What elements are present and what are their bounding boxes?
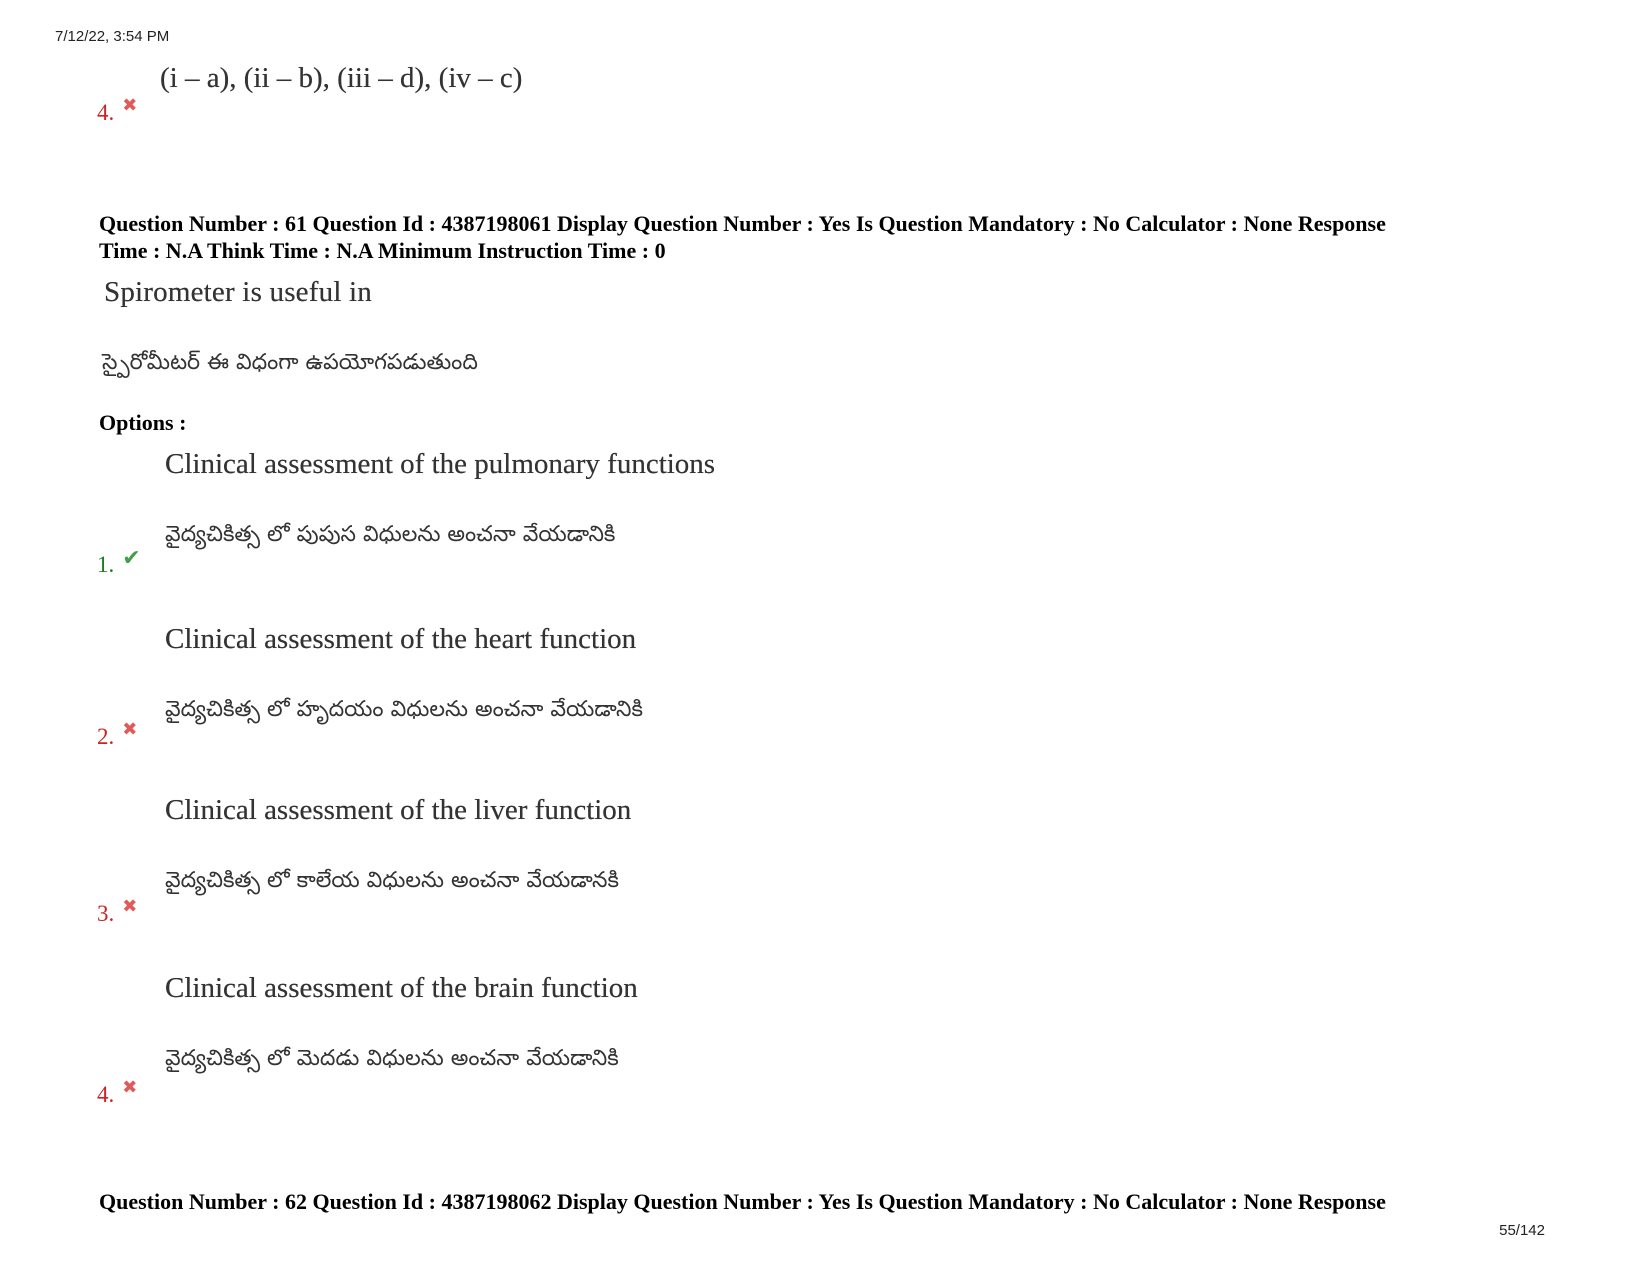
question-meta-line-1: Question Number : 62 Question Id : 4387198062 Display Question Number : Yes Is Question Mandatory : No Calculator : None Response: [99, 1189, 1386, 1214]
question-meta-line-1: Question Number : 61 Question Id : 4387198061 Display Question Number : Yes Is Question Mandatory : No Calculator : None Response: [99, 211, 1386, 236]
option-number: 4.: [97, 1082, 115, 1107]
option-number: 2.: [97, 724, 115, 749]
option-number: 1.: [97, 552, 115, 577]
option-4-text-te: వైద్యచికిత్స లో మెదడు విధులను అంచనా వేయడానికి: [165, 1046, 619, 1071]
page-number: 55/142: [1499, 1222, 1545, 1239]
option-1-text-te: వైద్యచికిత్స లో పుపుస విధులను అంచనా వేయడానికి: [165, 522, 616, 547]
option-number: 4.: [97, 100, 115, 125]
wrong-icon: ✖: [122, 1077, 138, 1097]
options-label: Options :: [99, 410, 187, 435]
wrong-icon: ✖: [122, 95, 138, 115]
option-3-marker: [97, 896, 138, 927]
question-61-text-en: Spirometer is useful in: [104, 276, 372, 308]
prev-option-4-text: (i – a), (ii – b), (iii – d), (iv – c): [160, 62, 523, 94]
option-1-marker: [97, 545, 141, 578]
option-4-marker: [97, 1077, 138, 1108]
print-timestamp: 7/12/22, 3:54 PM: [55, 28, 170, 45]
option-1-text-en: Clinical assessment of the pulmonary functions: [165, 448, 716, 480]
question-61-text-te: స్పైరోమీటర్ ఈ విధంగా ఉపయోగపడుతుంది: [102, 350, 478, 375]
question-62-meta: [99, 1188, 1579, 1215]
question-meta-line-2: Time : N.A Think Time : N.A Minimum Instruction Time : 0: [99, 238, 666, 263]
wrong-icon: ✖: [122, 719, 138, 739]
option-2-marker: [97, 719, 138, 750]
option-3-text-en: Clinical assessment of the liver function: [165, 794, 632, 826]
option-number: 3.: [97, 901, 115, 926]
check-icon: ✔: [122, 545, 141, 570]
question-61-meta: [99, 210, 1579, 264]
option-2-text-en: Clinical assessment of the heart function: [165, 623, 637, 655]
option-3-text-te: వైద్యచికిత్స లో కాలేయ విధులను అంచనా వేయడానకి: [165, 868, 619, 893]
prev-option-4: [97, 95, 138, 126]
wrong-icon: ✖: [122, 896, 138, 916]
option-2-text-te: వైద్యచికిత్స లో హృదయం విధులను అంచనా వేయడానికి: [165, 697, 643, 722]
option-4-text-en: Clinical assessment of the brain function: [165, 972, 638, 1004]
